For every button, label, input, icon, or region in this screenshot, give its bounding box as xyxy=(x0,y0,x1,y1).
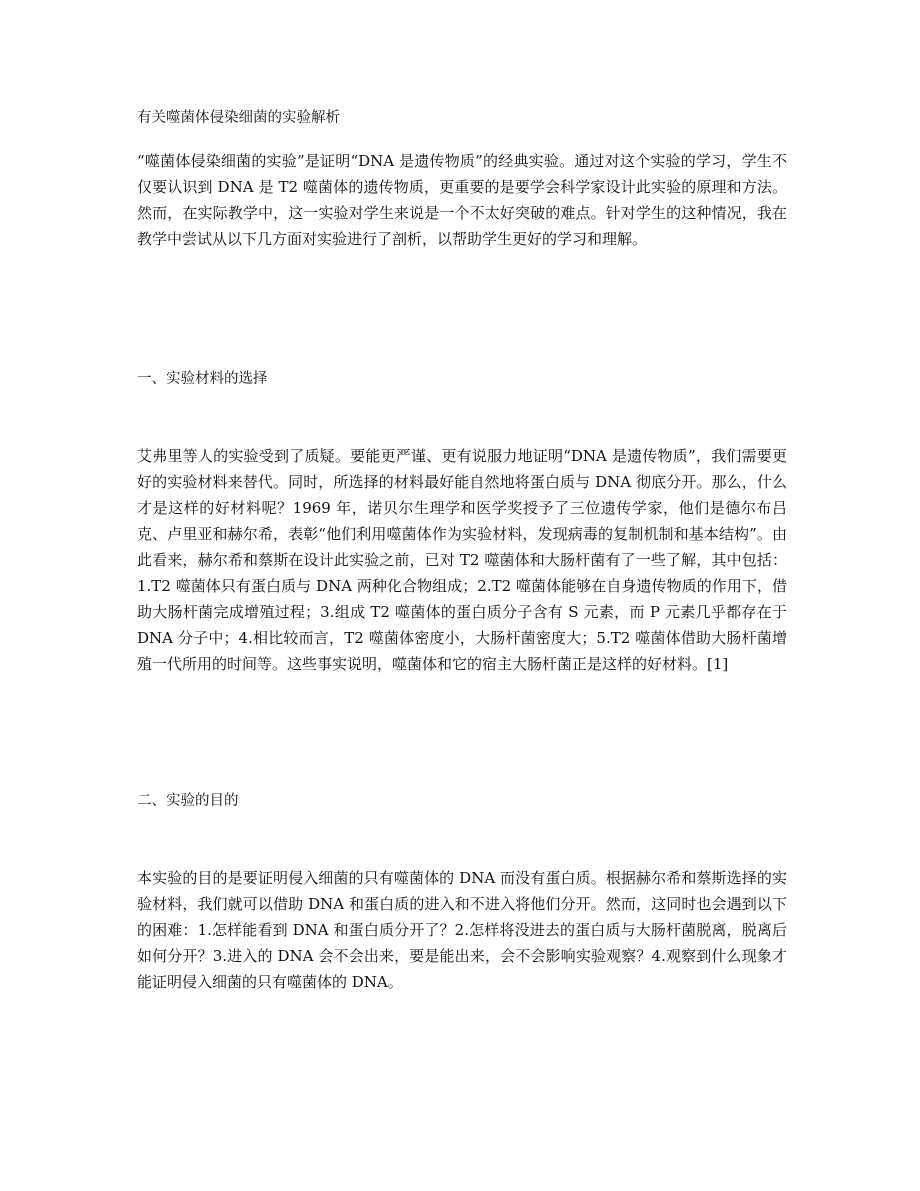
section-2-body: 本实验的目的是要证明侵入细菌的只有噬菌体的 DNA 而没有蛋白质。根据赫尔希和蔡斯选择的实验材料，我们就可以借助 DNA 和蛋白质的进入和不进入将他们分开。然而，这同时也会遇到以下的困难：1.怎样能看到 DNA 和蛋白质分开了？2.怎样将没进去的蛋白质与大肠杆菌脱离，脱离后如何分开？3.进入的 DNA 会不会出来，要是能出来，会不会影响实验观察？4.观察到什么现象才能证明侵入细菌的只有噬菌体的 DNA。 xyxy=(137,869,787,991)
section-1-heading: 一、实验材料的选择 xyxy=(137,371,268,387)
document-title: 有关噬菌体侵染细菌的实验解析 xyxy=(137,110,340,126)
section-1-body: 艾弗里等人的实验受到了质疑。要能更严谨、更有说服力地证明“DNA 是遗传物质”，我们需要更好的实验材料来替代。同时，所选择的材料最好能自然地将蛋白质与 DNA 彻底分开。那么，什么才是这样的好材料呢？1969 年，诺贝尔生理学和医学奖授予了三位遗传学家，他们是德尔布吕克、卢里亚和赫尔希，表彰“他们利用噬菌体作为实验材料，发现病毒的复制机制和基本结构”。由此看来，赫尔希和蔡斯在设计此实验之前，已对 T2 噬菌体和大肠杆菌有了一些了解，其中包括：1.T2 噬菌体只有蛋白质与 DNA 两种化合物组成；2.T2 噬菌体能够在自身遗传物质的作用下，借助大肠杆菌完成增殖过程；3.组成 T2 噬菌体的蛋白质分子含有 S 元素，而 P 元素几乎都存在于 DNA 分子中；4.相比较而言，T2 噬菌体密度小，大肠杆菌密度大；5.T2 噬菌体借助大肠杆菌增殖一代所用的时间等。这些事实说明，噬菌体和它的宿主大肠杆菌正是这样的好材料。[1] xyxy=(137,447,787,673)
section-2-heading: 二、实验的目的 xyxy=(137,793,239,809)
intro-paragraph: “噬菌体侵染细菌的实验”是证明“DNA 是遗传物质”的经典实验。通过对这个实验的学习，学生不仅要认识到 DNA 是 T2 噬菌体的遗传物质，更重要的是要学会科学家设计此实验的原理和方法。然而，在实际教学中，这一实验对学生来说是一个不太好突破的难点。针对学生的这种情况，我在教学中尝试从以下几方面对实验进行了剖析，以帮助学生更好的学习和理解。 xyxy=(137,152,787,248)
